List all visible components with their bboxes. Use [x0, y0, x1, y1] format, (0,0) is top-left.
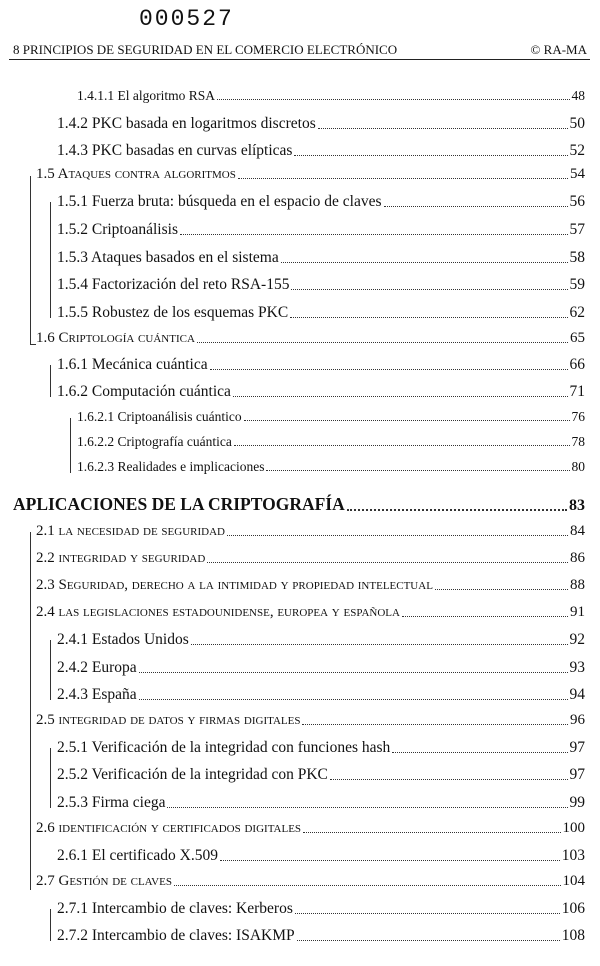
- toc-entry[interactable]: [57, 194, 585, 210]
- toc-entry[interactable]: [57, 901, 585, 917]
- toc-section-entry[interactable]: [36, 331, 585, 346]
- toc-entry-page: 76: [571, 409, 585, 424]
- toc-entry-page: 92: [569, 631, 585, 648]
- toc-entry-page: 88: [570, 577, 585, 593]
- toc-entry-label: 1.6.2.1 Criptoanálisis cuántico: [77, 409, 242, 424]
- toc-entry-label: 2.2 integridad y seguridad: [36, 550, 206, 566]
- toc-entry-page: 104: [562, 873, 585, 889]
- toc-entry-label: 1.4.1.1 El algoritmo RSA: [77, 88, 215, 103]
- leader-dots: [318, 128, 568, 129]
- leader-dots: [227, 535, 568, 536]
- toc-entry-label: 2.4.3 España: [57, 686, 137, 703]
- toc-entry-label: 1.4.2 PKC basada en logaritmos discretos: [57, 115, 316, 132]
- leader-dots: [220, 860, 560, 861]
- toc-entry-label: 1.4.3 PKC basadas en curvas elípticas: [57, 142, 293, 159]
- toc-section-entry[interactable]: [36, 524, 585, 539]
- toc-entry-label: 1.5.1 Fuerza bruta: búsqueda en el espacio de claves: [57, 193, 382, 210]
- leader-dots: [294, 155, 567, 156]
- toc-entry[interactable]: [57, 632, 585, 648]
- toc-entry-label: 1.5.3 Ataques basados en el sistema: [57, 249, 279, 266]
- toc-entry-page: 58: [569, 249, 585, 266]
- toc-entry-label: 2.4 las legislaciones estadounidense, europea y española: [36, 604, 400, 620]
- toc-entry-page: 52: [569, 142, 585, 159]
- toc-entry-page: 84: [570, 523, 585, 539]
- toc-section-entry[interactable]: [36, 821, 585, 836]
- tree-line: [50, 202, 51, 318]
- toc-entry-label: 2.7.1 Intercambio de claves: Kerberos: [57, 900, 293, 917]
- toc-entry-label: 1.6 Criptología cuántica: [36, 330, 195, 346]
- toc-entry-page: 50: [569, 115, 585, 132]
- toc-entry-label: 1.5.4 Factorización del reto RSA-155: [57, 276, 290, 293]
- toc-entry-page: 78: [571, 434, 585, 449]
- tree-line: [50, 640, 51, 700]
- toc-entry[interactable]: [77, 410, 585, 424]
- toc-entry-page: 97: [569, 766, 585, 783]
- toc-entry[interactable]: [57, 357, 585, 373]
- leader-dots: [347, 509, 567, 511]
- toc-section-entry[interactable]: [36, 578, 585, 593]
- toc-entry[interactable]: [57, 277, 585, 293]
- toc-entry-page: 57: [569, 221, 585, 238]
- toc-entry-page: 103: [561, 847, 585, 864]
- toc-entry[interactable]: [77, 435, 585, 449]
- toc-entry[interactable]: [57, 116, 585, 132]
- leader-dots: [295, 913, 560, 914]
- leader-dots: [330, 779, 568, 780]
- toc-entry[interactable]: [57, 848, 585, 864]
- toc-section-entry[interactable]: [36, 874, 585, 889]
- toc-entry-page: 54: [570, 166, 585, 182]
- toc-entry-page: 99: [569, 794, 585, 811]
- toc-entry[interactable]: [77, 89, 585, 103]
- toc-entry-label: 1.6.2.2 Criptografía cuántica: [77, 434, 232, 449]
- tree-line: [30, 344, 36, 345]
- toc-entry-label: 2.5 integridad de datos y firmas digitales: [36, 712, 301, 728]
- toc-entry-page: 96: [570, 712, 585, 728]
- toc-entry[interactable]: [57, 660, 585, 676]
- leader-dots: [238, 178, 568, 179]
- toc-entry-page: 80: [571, 459, 585, 474]
- toc-entry-page: 91: [570, 604, 585, 620]
- toc-entry-label: 2.5.3 Firma ciega: [57, 794, 166, 811]
- toc-entry-page: 106: [561, 900, 585, 917]
- header-rule: [9, 59, 590, 60]
- toc-entry-page: 71: [569, 383, 585, 400]
- toc-entry-label: 2.7.2 Intercambio de claves: ISAKMP: [57, 927, 295, 944]
- leader-dots: [180, 234, 568, 235]
- tree-line: [50, 748, 51, 808]
- tree-line: [70, 418, 71, 473]
- toc-entry-label: 2.7 Gestión de claves: [36, 873, 172, 889]
- leader-dots: [210, 369, 568, 370]
- leader-dots: [290, 317, 567, 318]
- tree-line: [30, 532, 31, 890]
- toc-entry-label: 2.4.2 Europa: [57, 659, 137, 676]
- toc-entry-label: 2.4.1 Estados Unidos: [57, 631, 189, 648]
- toc-chapter-entry[interactable]: [13, 496, 585, 514]
- leader-dots: [281, 262, 568, 263]
- toc-entry[interactable]: [77, 460, 585, 474]
- leader-dots: [167, 807, 567, 808]
- toc-entry[interactable]: [57, 250, 585, 266]
- toc-entry[interactable]: [57, 384, 585, 400]
- leader-dots: [291, 289, 567, 290]
- toc-entry-label: 2.3 Seguridad, derecho a la intimidad y propiedad intelectual: [36, 577, 433, 593]
- leader-dots: [139, 699, 568, 700]
- toc-entry-label: APLICACIONES DE LA CRIPTOGRAFÍA: [13, 494, 345, 514]
- toc-entry-page: 59: [569, 276, 585, 293]
- toc-entry-label: 1.6.2 Computación cuántica: [57, 383, 231, 400]
- leader-dots: [302, 724, 568, 725]
- header-title: 8 PRINCIPIOS DE SEGURIDAD EN EL COMERCIO ELECTRÓNICO: [13, 42, 398, 57]
- leader-dots: [191, 644, 568, 645]
- page-stamp-number: 000527: [139, 6, 234, 32]
- tree-line: [50, 909, 51, 941]
- toc-entry-page: 86: [570, 550, 585, 566]
- leader-dots: [297, 940, 560, 941]
- leader-dots: [303, 832, 560, 833]
- toc-entry-label: 1.6.1 Mecánica cuántica: [57, 356, 208, 373]
- tree-line: [50, 365, 51, 397]
- toc-entry-label: 2.6.1 El certificado X.509: [57, 847, 218, 864]
- toc-entry-page: 83: [569, 496, 585, 514]
- leader-dots: [207, 562, 568, 563]
- toc-entry-page: 108: [561, 927, 585, 944]
- toc-section-entry[interactable]: [36, 713, 585, 728]
- toc-entry[interactable]: [57, 795, 585, 811]
- toc-entry[interactable]: [57, 928, 585, 944]
- leader-dots: [139, 672, 568, 673]
- toc-entry-label: 1.6.2.3 Realidades e implicaciones: [77, 459, 265, 474]
- toc-section-entry[interactable]: [36, 551, 585, 566]
- toc-entry-page: 48: [571, 88, 585, 103]
- toc-entry-page: 62: [569, 304, 585, 321]
- leader-dots: [217, 99, 570, 100]
- leader-dots: [392, 752, 567, 753]
- toc-entry-page: 65: [570, 330, 585, 346]
- toc-entry-label: 2.1 la necesidad de seguridad: [36, 523, 225, 539]
- leader-dots: [435, 589, 568, 590]
- toc-entry[interactable]: [57, 767, 585, 783]
- toc-entry-page: 94: [569, 686, 585, 703]
- leader-dots: [384, 206, 568, 207]
- toc-entry-label: 1.5.5 Robustez de los esquemas PKC: [57, 304, 289, 321]
- toc-entry[interactable]: [57, 143, 585, 159]
- toc-entry-page: 66: [569, 356, 585, 373]
- toc-entry-label: 1.5 Ataques contra algoritmos: [36, 166, 236, 182]
- toc-section-entry[interactable]: [36, 605, 585, 620]
- toc-entry[interactable]: [57, 687, 585, 703]
- leader-dots: [266, 470, 569, 471]
- running-header: [13, 42, 587, 58]
- toc-section-entry[interactable]: [36, 167, 585, 182]
- toc-entry-page: 100: [562, 820, 585, 836]
- leader-dots: [244, 420, 570, 421]
- leader-dots: [402, 616, 568, 617]
- header-publisher: © RA-MA: [530, 42, 587, 57]
- tree-line: [30, 176, 31, 344]
- toc-entry-page: 93: [569, 659, 585, 676]
- toc-entry[interactable]: [57, 305, 585, 321]
- toc-entry-label: 1.5.2 Criptoanálisis: [57, 221, 178, 238]
- leader-dots: [174, 885, 561, 886]
- toc-entry[interactable]: [57, 740, 585, 756]
- toc-entry-label: 2.5.2 Verificación de la integridad con PKC: [57, 766, 328, 783]
- toc-entry-label: 2.6 identificación y certificados digitales: [36, 820, 302, 836]
- toc-entry-page: 97: [569, 739, 585, 756]
- toc-entry-label: 2.5.1 Verificación de la integridad con funciones hash: [57, 739, 391, 756]
- leader-dots: [233, 396, 568, 397]
- leader-dots: [234, 445, 570, 446]
- toc-entry[interactable]: [57, 222, 585, 238]
- leader-dots: [197, 342, 568, 343]
- toc-entry-page: 56: [569, 193, 585, 210]
